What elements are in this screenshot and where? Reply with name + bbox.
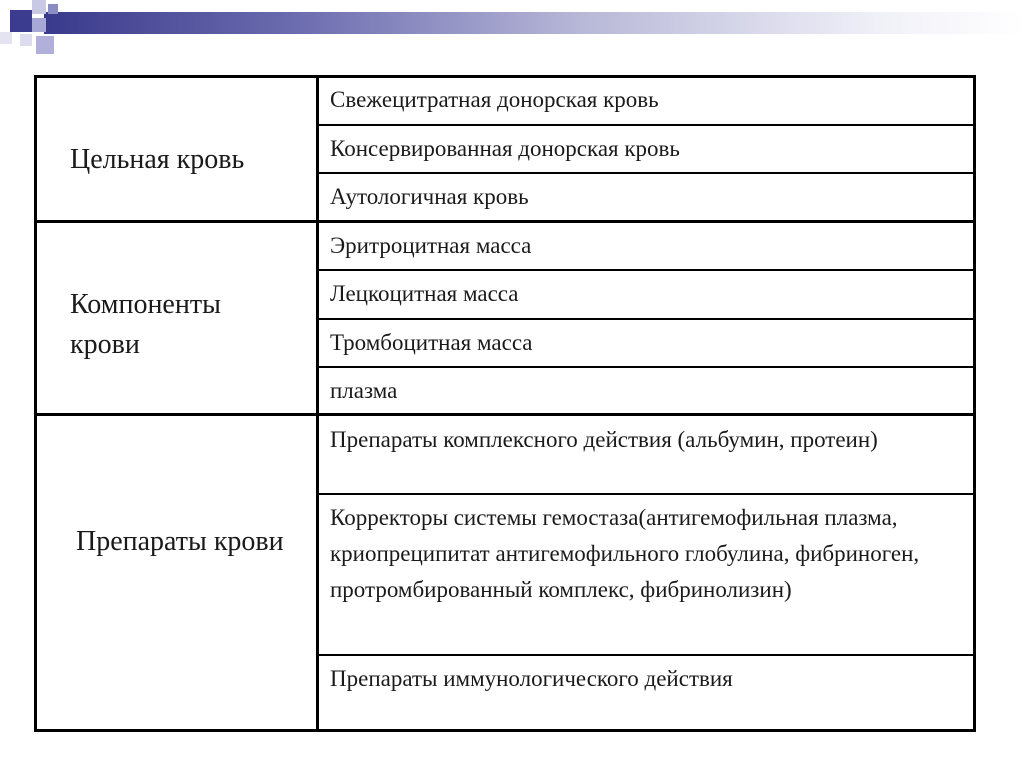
table-border-left [34, 75, 37, 732]
decor-square [10, 10, 32, 32]
decor-square [32, 18, 46, 32]
table-cell: Свежецитратная донорская кровь [330, 87, 659, 112]
table-cell: Препараты комплексного действия (альбумин, протеин) [330, 427, 878, 452]
table-cell: Лецкоцитная масса [330, 281, 519, 306]
row-divider [318, 654, 974, 656]
row-divider [318, 269, 974, 271]
group-label: Компоненты крови [70, 289, 221, 360]
decor-square [36, 36, 54, 54]
group-divider [34, 220, 976, 223]
group-divider [34, 413, 976, 416]
table-border-top [34, 75, 976, 78]
row-divider [318, 493, 974, 495]
decor-square [32, 0, 46, 14]
table-cell: Тромбоцитная масса [330, 330, 533, 355]
decor-square [20, 34, 32, 46]
group-label: Препараты крови [76, 526, 284, 557]
header-gradient-bar [44, 12, 1024, 34]
group-label: Цельная кровь [70, 144, 245, 175]
table-cell: Консервированная донорская кровь [330, 136, 680, 161]
table-border-bottom [34, 729, 976, 732]
row-divider [318, 318, 974, 320]
table-cell: плазма [330, 378, 398, 403]
table-cell: Аутологичная кровь [330, 184, 529, 209]
table-cell: Препараты иммунологического действия [330, 666, 733, 691]
row-divider [318, 172, 974, 174]
row-divider [318, 366, 974, 368]
decor-square [48, 4, 58, 14]
table-cell: Эритроцитная масса [330, 233, 532, 258]
decor-square [0, 32, 12, 44]
table-cell: Корректоры системы гемостаза(антигемофильная плазма, криопреципитат антигемофильного глобулина, фибриноген, протромбированный комплекс, фибринолизин) [330, 505, 920, 602]
row-divider [318, 124, 974, 126]
